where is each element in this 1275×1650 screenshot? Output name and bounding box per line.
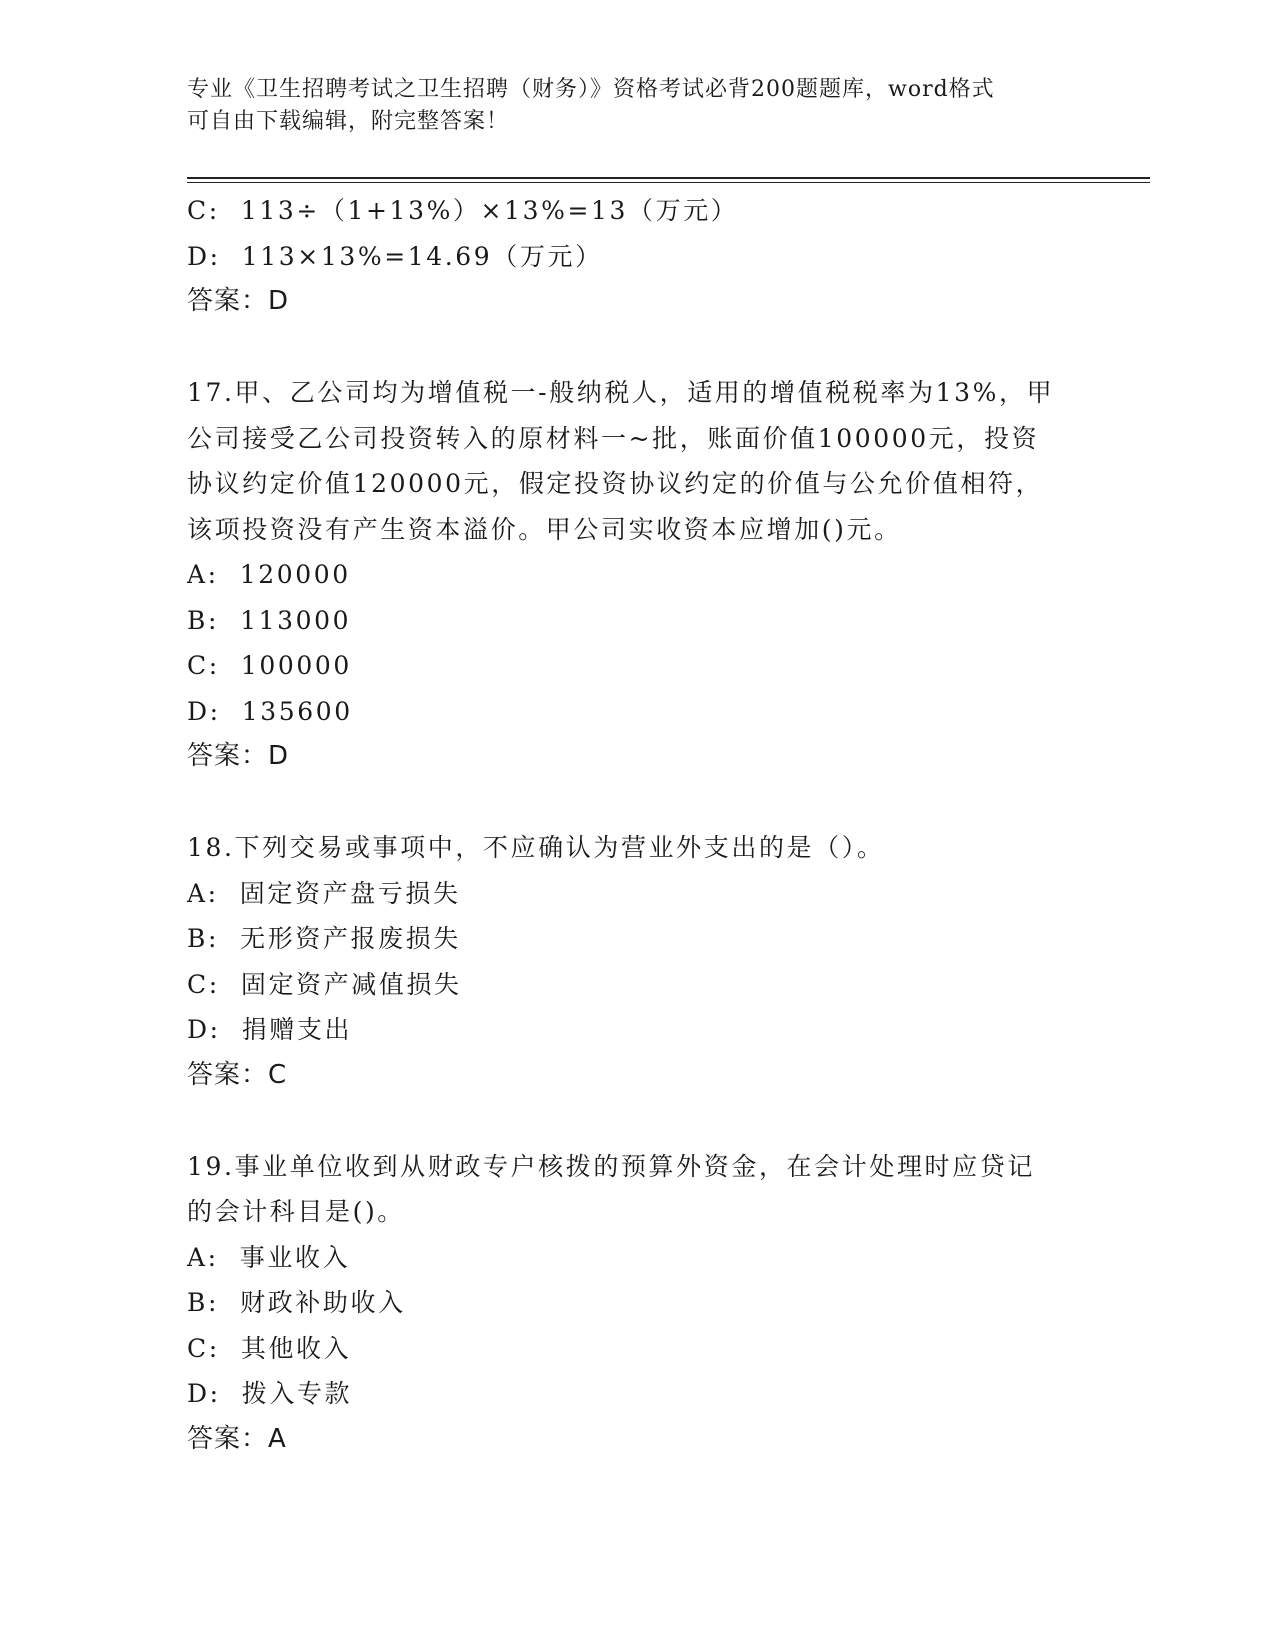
stem-line: 19.事业单位收到从财政专户核拨的预算外资金，在会计处理时应贷记 [187, 1151, 1035, 1181]
question-stem [187, 1144, 1087, 1235]
stem-line: 18.下列交易或事项中，不应确认为营业外支出的是（）。 [187, 833, 885, 862]
question-18 [187, 825, 1087, 1098]
question-stem [187, 825, 1087, 871]
question-17 [187, 370, 1087, 780]
stem-line: 协议约定价值120000元，假定投资协议约定的价值与公允价值相符， [187, 469, 1044, 498]
option-a: A: 事业收入 [187, 1242, 351, 1272]
question-stem [187, 370, 1087, 552]
option-b: B: 财政补助收入 [187, 1288, 406, 1317]
answer-line: 答案：D [187, 286, 290, 316]
option-c: C: 100000 [187, 651, 352, 680]
stem-line: 的会计科目是()。 [187, 1197, 405, 1226]
answer-line: 答案：C [187, 1059, 288, 1090]
stem-line: 17.甲、乙公司均为增值税一-般纳税人，适用的增值税税率为13%，甲 [187, 378, 1055, 407]
header-line-2: 可自由下载编辑，附完整答案！ [187, 109, 510, 134]
option-c: C: 固定资产减值损失 [187, 969, 462, 999]
option-c: C: 其他收入 [187, 1333, 352, 1363]
option-a: A: 固定资产盘亏损失 [187, 878, 461, 908]
question-list [187, 188, 1087, 1462]
document-header [187, 74, 1067, 138]
prev-question-tail [187, 188, 1087, 325]
answer-line: 答案：A [187, 1423, 287, 1454]
option-d: D: 113×13%=14.69（万元） [187, 241, 603, 271]
option-d: D: 捐赠支出 [187, 1015, 353, 1044]
header-divider-thick [187, 177, 1150, 179]
option-b: B: 113000 [187, 605, 352, 635]
stem-line: 该项投资没有产生资本溢价。甲公司实收资本应增加()元。 [187, 514, 902, 544]
option-d: D: 拨入专款 [187, 1379, 353, 1408]
stem-line: 公司接受乙公司投资转入的原材料一~批，账面价值100000元，投资 [187, 423, 1040, 453]
header-divider-thin [187, 182, 1150, 183]
question-19 [187, 1144, 1087, 1463]
answer-line: 答案：D [187, 741, 290, 771]
option-c: C: 113÷（1+13%）×13%=13（万元） [187, 196, 739, 225]
header-line-1: 专业《卫生招聘考试之卫生招聘（财务）》资格考试必背200题题库，word格式 [187, 77, 995, 102]
option-b: B: 无形资产报废损失 [187, 924, 461, 953]
option-a: A: 120000 [187, 560, 351, 589]
option-d: D: 135600 [187, 696, 353, 726]
